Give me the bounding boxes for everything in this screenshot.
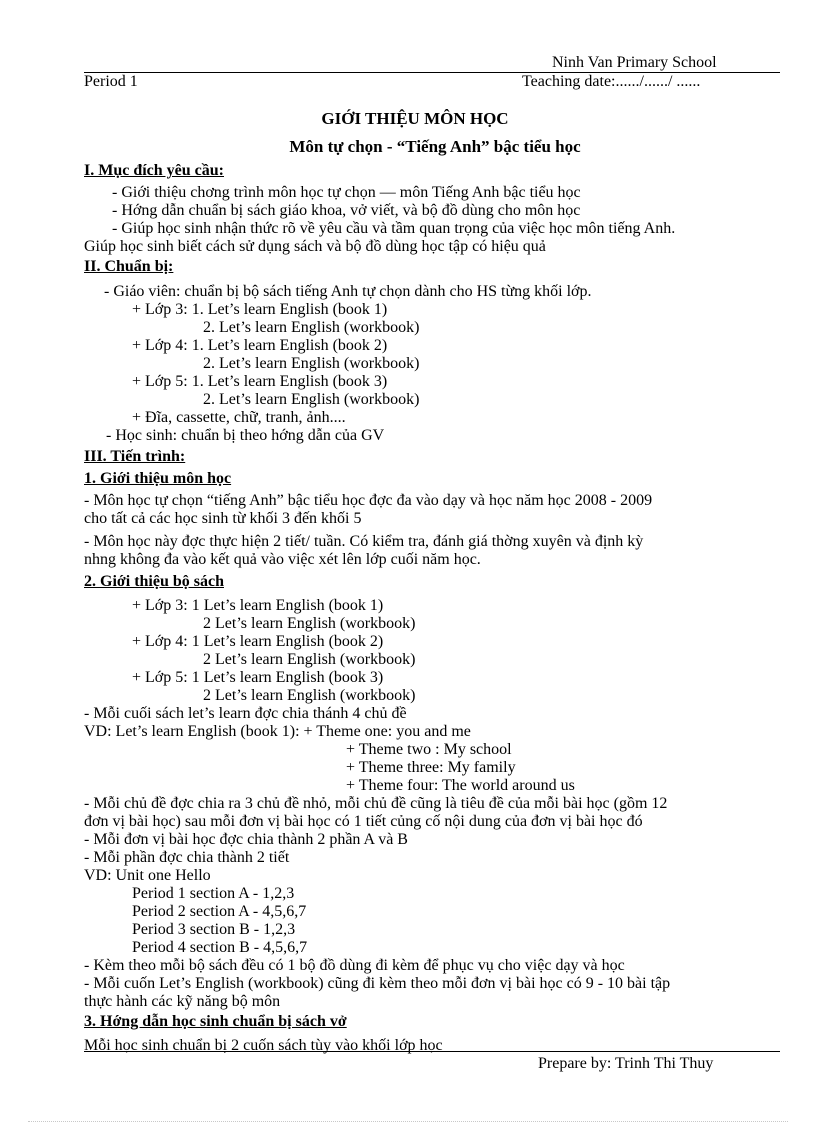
school-name: Ninh Van Primary School [552,54,717,71]
period-4-item: Period 4 section B - 4,5,6,7 [132,939,308,956]
books-grade5-book: + Lớp 5: 1 Let’s learn English (book 3) [132,669,384,686]
each-book-themes: - Mỗi cuối sách let’s learn đợc chia thánh 4 chủ đề [84,705,407,722]
unit-parts: - Mỗi đơn vị bài học đợc chia thành 2 phần A và B [84,831,408,848]
intro-para-1b: cho tất cả các học sinh từ khối 3 đến khối 5 [84,510,362,527]
period-label: Period 1 [84,73,138,90]
example-unit: VD: Unit one Hello [84,867,211,884]
theme-two: + Theme two : My school [346,741,512,758]
intro-para-1a: - Môn học tự chọn “tiếng Anh” bậc tiểu học đợc đa vào dạy và học năm học 2008 - 2009 [84,492,653,509]
page-subtitle: Môn tự chọn - “Tiếng Anh” bậc tiểu học [289,137,581,156]
grade4-workbook: 2. Let’s learn English (workbook) [203,355,420,372]
books-grade4-workbook: 2 Let’s learn English (workbook) [203,651,416,668]
subsection-1-heading: 1. Giới thiệu môn học [84,470,232,487]
teaching-kit: - Kèm theo mỗi bộ sách đều có 1 bộ đồ dùng đi kèm để phục vụ cho việc dạy và học [84,957,625,974]
theme-four: + Theme four: The world around us [346,777,575,794]
grade3-book: + Lớp 3: 1. Let’s learn English (book 1) [132,301,388,318]
section-2-heading: II. Chuẩn bị: [84,258,174,275]
section-3-heading: III. Tiến trình: [84,448,186,465]
books-grade4-book: + Lớp 4: 1 Let’s learn English (book 2) [132,633,384,650]
topic-desc-b: đơn vị bài học) sau mỗi đơn vị bài học có 1 tiết củng cố nội dung của đơn vị bài học đó [84,813,643,830]
sec1-item-3b: Giúp học sinh biết cách sử dụng sách và bộ đồ dùng học tập có hiệu quả [84,238,546,255]
workbook-desc-a: - Mỗi cuốn Let’s English (workbook) cũng đi kèm theo mỗi đơn vị bài học có 9 - 10 bài tập [84,975,671,992]
period-2-item: Period 2 section A - 4,5,6,7 [132,903,307,920]
theme-three: + Theme three: My family [346,759,516,776]
media-items: + Đĩa, cassette, chữ, tranh, ảnh.... [132,409,346,426]
period-3-item: Period 3 section B - 1,2,3 [132,921,296,938]
topic-desc-a: - Mỗi chủ đề đợc chia ra 3 chủ đề nhỏ, mỗi chủ đề cũng là tiêu đề của mỗi bài học (gồm 12 [84,795,668,812]
subsection-2-heading: 2. Giới thiệu bộ sách [84,573,224,590]
student-prep: - Học sinh: chuẩn bị theo hớng dẫn của GV [106,427,385,444]
teaching-date: Teaching date:....../....../ ...... [522,73,701,90]
sec1-item-2: - Hớng dẫn chuẩn bị sách giáo khoa, vở viết, và bộ đồ dùng cho môn học [112,202,581,219]
grade5-workbook: 2. Let’s learn English (workbook) [203,391,420,408]
subsection-3-heading: 3. Hớng dẫn học sinh chuẩn bị sách vở [84,1013,347,1030]
page-title: GIỚI THIỆU MÔN HỌC [321,109,509,128]
grade5-book: + Lớp 5: 1. Let’s learn English (book 3) [132,373,388,390]
example-book1-theme1: VD: Let’s learn English (book 1): + Theme one: you and me [84,723,471,740]
teacher-prep: - Giáo viên: chuẩn bị bộ sách tiếng Anh tự chọn dành cho HS từng khối lớp. [104,283,592,300]
books-grade3-workbook: 2 Let’s learn English (workbook) [203,615,416,632]
period-1-item: Period 1 section A - 1,2,3 [132,885,295,902]
grade3-workbook: 2. Let’s learn English (workbook) [203,319,420,336]
workbook-desc-b: thực hành các kỹ năng bộ môn [84,993,281,1010]
section-1-heading: I. Mục đích yêu cầu: [84,162,224,179]
sec1-item-1: - Giới thiệu chơng trình môn học tự chọn — môn Tiếng Anh bậc tiểu học [112,184,581,201]
last-instruction: Mỗi học sinh chuẩn bị 2 cuốn sách tùy vào khối lớp học [84,1037,443,1054]
part-lessons: - Mỗi phần đợc chia thành 2 tiết [84,849,290,866]
sec1-item-3a: - Giúp học sinh nhận thức rõ về yêu cầu và tầm quan trọng của việc học môn tiếng Anh. [112,220,676,237]
books-grade5-workbook: 2 Let’s learn English (workbook) [203,687,416,704]
intro-para-2a: - Môn học này đợc thực hiện 2 tiết/ tuần. Có kiểm tra, đánh giá thờng xuyên và định kỳ [84,533,644,550]
books-grade3-book: + Lớp 3: 1 Let’s learn English (book 1) [132,597,384,614]
intro-para-2b: nhng không đa vào kết quả vào việc xét lên lớp cuối năm học. [84,551,481,568]
footer-rule [84,1051,780,1052]
prepared-by: Prepare by: Trinh Thi Thuy [538,1055,714,1072]
grade4-book: + Lớp 4: 1. Let’s learn English (book 2) [132,337,388,354]
page-bottom-border [28,1121,788,1122]
